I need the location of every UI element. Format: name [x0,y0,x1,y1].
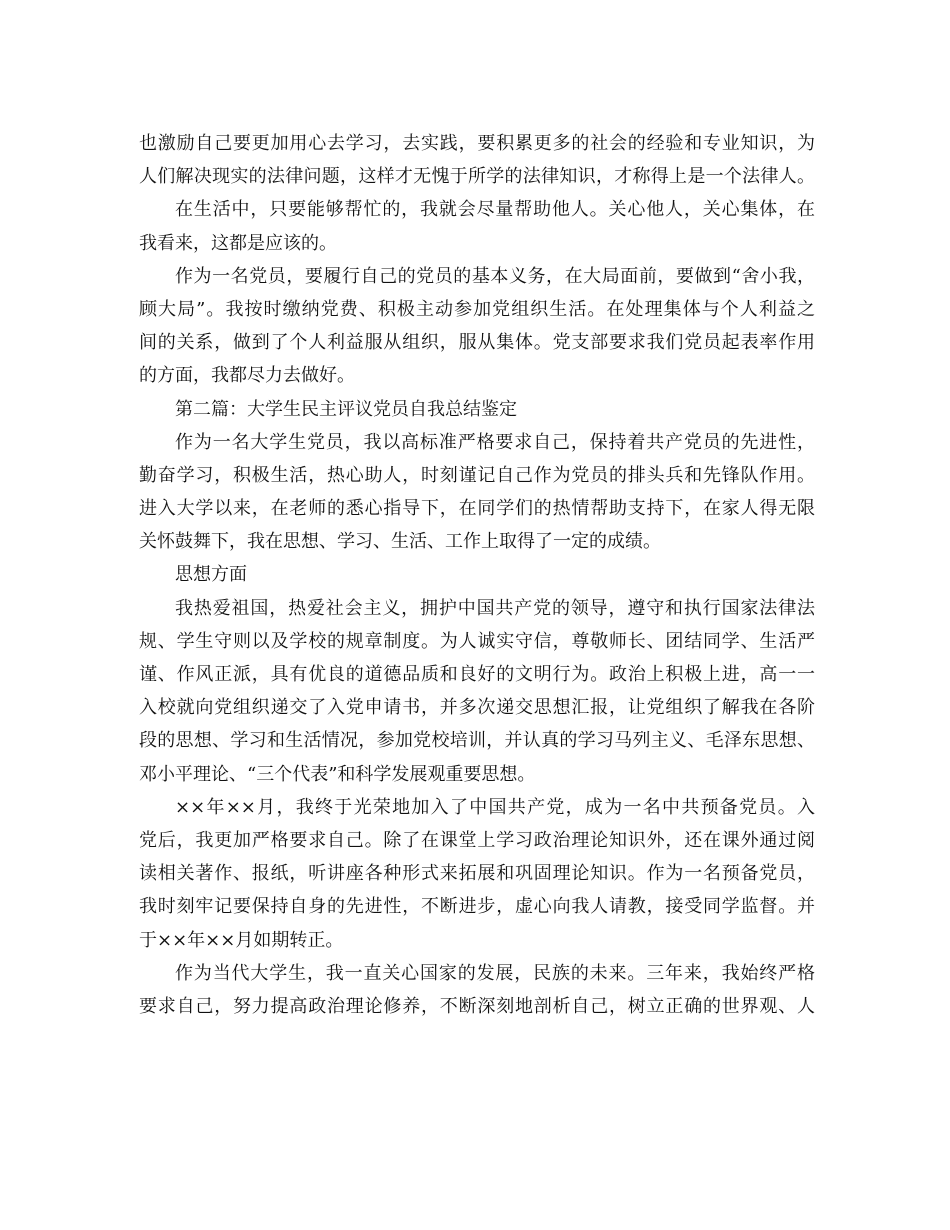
text-line: 关怀鼓舞下，我在思想、学习、生活、工作上取得了一定的成绩。 [139,531,661,553]
text-line: 作为一名大学生党员，我以高标准严格要求自己，保持着共产党员的先进性， [175,431,815,453]
text-line: 人们解决现实的法律问题，这样才无愧于所学的法律知识，才称得上是一个法律人。 [139,166,815,188]
text-line: 邓小平理论、“三个代表”和科学发展观重要思想。 [139,763,536,785]
text-line: 作为当代大学生，我一直关心国家的发展，民族的未来。三年来，我始终严格 [175,962,815,984]
text-line: 我看来，这都是应该的。 [139,232,337,254]
text-line: 也激励自己要更加用心去学习，去实践，要积累更多的社会的经验和专业知识，为 [139,133,815,154]
text-line: 我时刻牢记要保持自身的先进性，不断进步，虚心向我人请教，接受同学监督。并 [139,896,815,918]
text-line: 进入大学以来，在老师的悉心指导下，在同学们的热情帮助支持下，在家人得无限 [139,498,815,520]
text-line: 间的关系，做到了个人利益服从组织，服从集体。党支部要求我们党员起表率作用 [139,332,815,354]
text-line: 作为一名党员，要履行自己的党员的基本义务，在大局面前，要做到“舍小我， [175,265,815,287]
text-line: 入校就向党组织递交了入党申请书，并多次递交思想汇报，让党组织了解我在各阶 [139,697,815,719]
text-line: 的方面，我都尽力去做好。 [139,365,355,387]
text-line: 勤奋学习，积极生活，热心助人，时刻谨记自己作为党员的排头兵和先锋队作用。 [139,464,815,486]
text-line: 顾大局”。我按时缴纳党费、积极主动参加党组织生活。在处理集体与个人利益之 [139,298,815,320]
text-line: 要求自己，努力提高政治理论修养，不断深刻地剖析自己，树立正确的世界观、人 [139,995,815,1017]
text-line: 规、学生守则以及学校的规章制度。为人诚实守信，尊敬师长、团结同学、生活严 [139,630,815,652]
text-line: 于××年××月如期转正。 [139,929,344,951]
text-line: 党后，我更加严格要求自己。除了在课堂上学习政治理论知识外，还在课外通过阅 [139,829,815,851]
text-line: 我热爱祖国，热爱社会主义，拥护中国共产党的领导，遵守和执行国家法律法 [175,597,815,619]
text-line: 读相关著作、报纸，听讲座各种形式来拓展和巩固理论知识。作为一名预备党员， [139,863,815,885]
text-line: 在生活中，只要能够帮忙的，我就会尽量帮助他人。关心他人，关心集体，在 [175,199,815,221]
text-line: 谨、作风正派，具有优良的道德品质和良好的文明行为。政治上积极上进，高一一 [139,664,815,685]
document-body [139,127,815,1023]
text-line: 段的思想、学习和生活情况，参加党校培训，并认真的学习马列主义、毛泽东思想、 [139,730,815,752]
text-line: ××年××月，我终于光荣地加入了中国共产党，成为一名中共预备党员。入 [175,796,815,818]
text-line: 第二篇：大学生民主评议党员自我总结鉴定 [175,398,517,420]
text-line: 思想方面 [175,564,247,586]
